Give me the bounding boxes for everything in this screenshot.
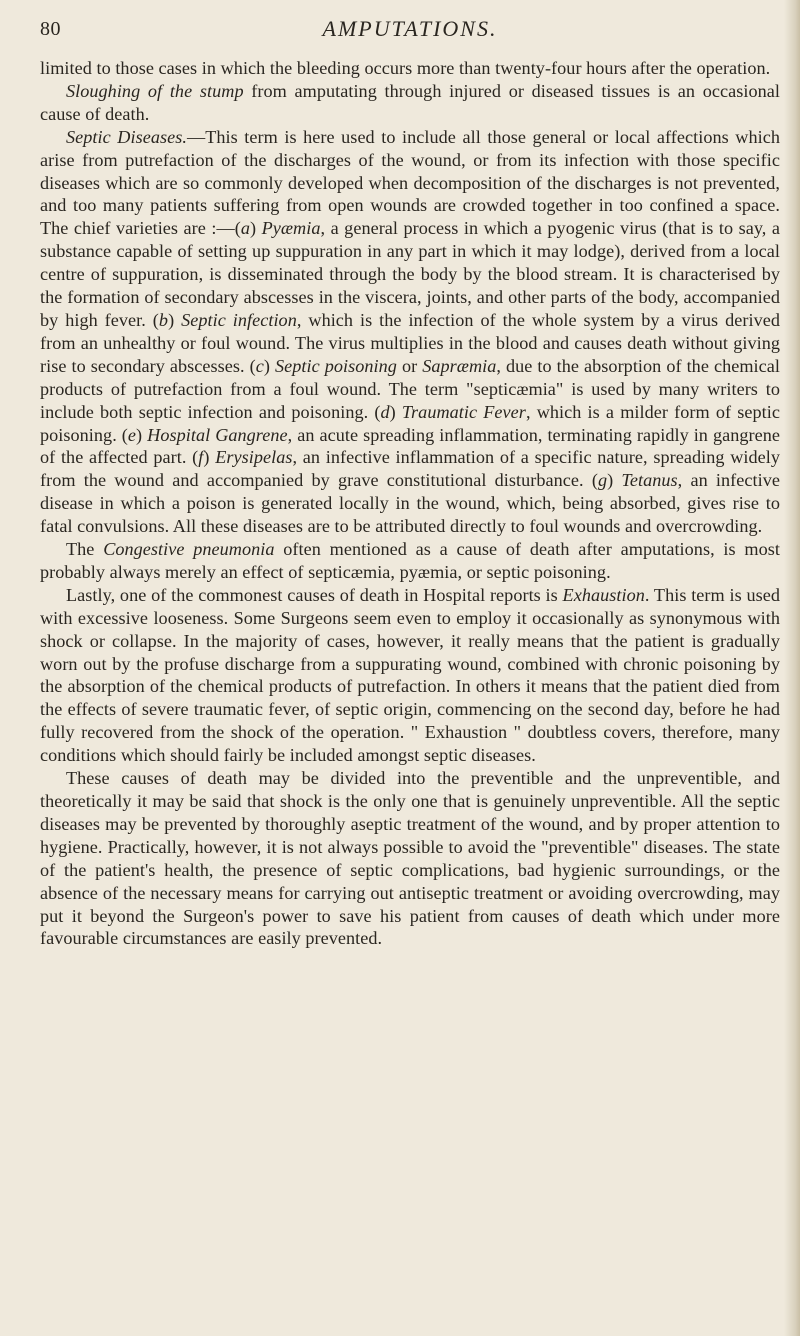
page-number: 80	[40, 18, 61, 40]
text-run: )	[263, 355, 275, 376]
italic-text-run: Septic poisoning	[275, 355, 397, 376]
page-header	[40, 14, 780, 46]
text-run: often mentioned as a cause of death after amputations, is most probably always merely an effect of septicæmia, pyæmia, or septic poisoning.	[40, 539, 780, 582]
text-run: or	[396, 355, 423, 376]
text-run: , an acute spreading inflammation, terminating rapidly in gangrene of the affected part. (	[40, 424, 780, 468]
text-run: The	[66, 539, 104, 560]
paragraph	[40, 57, 780, 80]
text-run: , which is the infection of the whole system by a virus derived from an unhealthy or foul wound. The virus multiplies in the blood and causes death without giving rise to secondary abscesses. (	[40, 309, 780, 376]
paragraph-exhaustion	[40, 584, 780, 767]
italic-text-run: d	[380, 401, 390, 422]
text-run: )	[203, 447, 216, 468]
italic-text-run: Sloughing of the stump	[66, 80, 244, 101]
italic-text-run: Exhaustion	[562, 584, 645, 605]
text-run: )	[168, 309, 182, 330]
text-run: limited to those cases in which the bleeding occurs more than twenty-four hours after the operation.	[40, 58, 771, 78]
italic-text-run: a	[240, 218, 250, 239]
body-text	[40, 57, 780, 950]
text-run: )	[607, 470, 622, 491]
italic-text-run: Septic infection	[181, 309, 297, 330]
paragraph-congestive-pneumonia	[40, 538, 780, 584]
italic-text-run: b	[158, 309, 169, 330]
italic-text-run: Tetanus	[621, 470, 678, 491]
italic-text-run: Septic Diseases.	[66, 126, 187, 147]
text-run: , an infective inflammation of a specific nature, spreading widely from the wound and accompanied by grave constitutional disturbance. (	[40, 447, 780, 491]
text-run: , an infective disease in which a poison is generated locally in the wound, which, being absorbed, gives rise to fatal convulsions. All these diseases are to be attributed directly to foul wounds and overcrowding.	[40, 470, 780, 537]
text-run: —This term is here used to include all those general or local affections which arise from putrefaction of the discharges of the wound, or from its infection with those specific diseases which are so commonly developed when decomposition of the discharges is not prevented, and too many patients suffering from open wounds are crowded together in too confined a space. The chief varieties are :—(	[40, 126, 781, 239]
italic-text-run: Sapræmia	[422, 355, 497, 376]
italic-text-run: c	[255, 355, 264, 376]
italic-text-run: Pyæmia	[261, 218, 321, 239]
text-run: from amputating through injured or diseased tissues is an occasional cause of death.	[40, 80, 780, 124]
text-run: , a general process in which a pyogenic virus (that is to say, a substance capable of setting up suppuration in any part in which it may lodge), derived from a local centre of suppuration, is disseminated through the body by the blood stream. It is characterised by the formation of secondary abscesses in the viscera, joints, and other parts of the body, accompanied by high fever. (	[40, 218, 781, 330]
italic-text-run: g	[597, 470, 608, 491]
italic-text-run: f	[198, 447, 204, 468]
text-run: )	[389, 401, 402, 422]
italic-text-run: e	[127, 424, 137, 445]
text-run: , due to the absorption of the chemical products of putrefaction from a foul wound. The term "septicæmia" is used by many writers to include both septic infection and poisoning. (	[40, 355, 780, 422]
text-run: Lastly, one of the commonest causes of death in Hospital reports is	[66, 584, 563, 605]
paragraph-preventible	[40, 767, 780, 950]
text-run: , which is a milder form of septic poisoning. (	[40, 401, 780, 445]
italic-text-run: Traumatic Fever	[401, 401, 526, 422]
text-run: These causes of death may be divided into the preventible and the unpreventible, and theoretically it may be said that shock is the only one that is genuinely unpreventible. All the septic diseases may be prevented by thoroughly aseptic treatment of the wound, and by proper attention to hygiene. Practically, however, it is not always possible to avoid the "preventible" diseases. The state of the patient's health, the presence of septic complications, bad hygienic surroundings, or the absence of the necessary means for carrying out antiseptic treatment or avoiding overcrowding, may put it beyond the Surgeon's power to save his patient from causes of death which under more favourable circumstances are easily prevented.	[40, 768, 780, 949]
italic-text-run: Erysipelas	[215, 447, 293, 468]
paragraph-septic-diseases	[40, 126, 780, 538]
text-run: . This term is used with excessive looseness. Some Surgeons seem even to employ it occasionally as synonymous with shock or collapse. In the majority of cases, however, it really means that the patient is gradually worn out by the profuse discharge from a suppurating wound, combined with chronic poisoning by the absorption of the chemical products of putrefaction. In others it means that the patient died from the effects of severe traumatic fever, of septic origin, commencing on the second day, before he had fully recovered from the shock of the operation. " Exhaustion " doubtless covers, therefore, many conditions which should fairly be included amongst septic diseases.	[40, 584, 780, 766]
text-run: )	[136, 424, 148, 445]
running-head: AMPUTATIONS.	[322, 16, 498, 41]
text-run: )	[249, 218, 262, 239]
paragraph-sloughing	[40, 80, 780, 126]
italic-text-run: Congestive pneumonia	[103, 539, 275, 560]
italic-text-run: Hospital Gangrene	[147, 424, 288, 445]
page-edge-shadow	[784, 0, 800, 1336]
